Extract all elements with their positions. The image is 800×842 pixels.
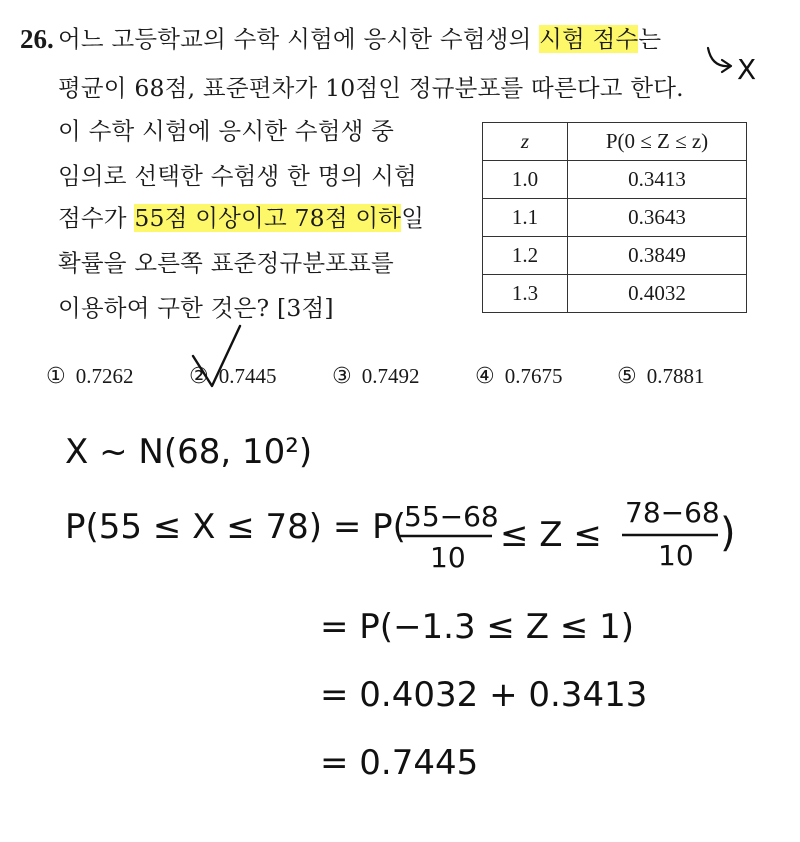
hw-frac1-num: 55−68 (404, 500, 499, 533)
table-header-p: P(0 ≤ Z ≤ z) (568, 123, 747, 161)
option-1[interactable]: ① 0.7262 (46, 364, 134, 389)
hw-frac1-den: 10 (430, 541, 466, 574)
option-5[interactable]: ⑤ 0.7881 (617, 364, 705, 389)
highlight-exam-score: 시험 점수 (539, 25, 639, 53)
hw-distribution: X ~ N(68, 10²) (65, 432, 313, 472)
hw-answer: = 0.7445 (320, 743, 479, 783)
table-row: 1.0 0.3413 (483, 161, 747, 199)
highlight-score-range: 55점 이상이고 78점 이하 (134, 204, 402, 232)
hw-sum: = 0.4032 + 0.3413 (320, 675, 648, 715)
question-line-2: 평균이 68점, 표준편차가 10점인 정규분포를 따른다고 한다. (58, 74, 684, 102)
annotation-x: X (737, 53, 757, 86)
hw-middle: ≤ Z ≤ (500, 515, 602, 555)
option-3[interactable]: ③ 0.7492 (332, 364, 420, 389)
question-line-6: 확률을 오른쪽 표준정규분포표를 (58, 249, 394, 277)
table-row: 1.3 0.4032 (483, 275, 747, 313)
hw-prob-left: P(55 ≤ X ≤ 78) = P( (65, 507, 406, 547)
hw-standardized: = P(−1.3 ≤ Z ≤ 1) (320, 607, 635, 647)
option-2[interactable]: ② 0.7445 (189, 364, 277, 389)
hw-frac2-num: 78−68 (625, 496, 720, 529)
question-line-5: 점수가 55점 이상이고 78점 이하일 (58, 204, 425, 232)
question-line-1: 어느 고등학교의 수학 시험에 응시한 수험생의 시험 점수는 (58, 25, 662, 53)
check-mark-icon (193, 326, 240, 386)
table-header-z: z (483, 123, 568, 161)
table-row: 1.2 0.3849 (483, 237, 747, 275)
option-4[interactable]: ④ 0.7675 (475, 364, 563, 389)
table-row: 1.1 0.3643 (483, 199, 747, 237)
question-line-4: 임의로 선택한 수험생 한 명의 시험 (58, 162, 417, 190)
hw-close-paren: ) (720, 510, 736, 556)
question-line-7: 이용하여 구한 것은? [3점] (58, 294, 334, 322)
hw-frac2-den: 10 (658, 539, 694, 572)
question-line-3: 이 수학 시험에 응시한 수험생 중 (58, 117, 395, 145)
question-number: 26. (20, 24, 54, 54)
